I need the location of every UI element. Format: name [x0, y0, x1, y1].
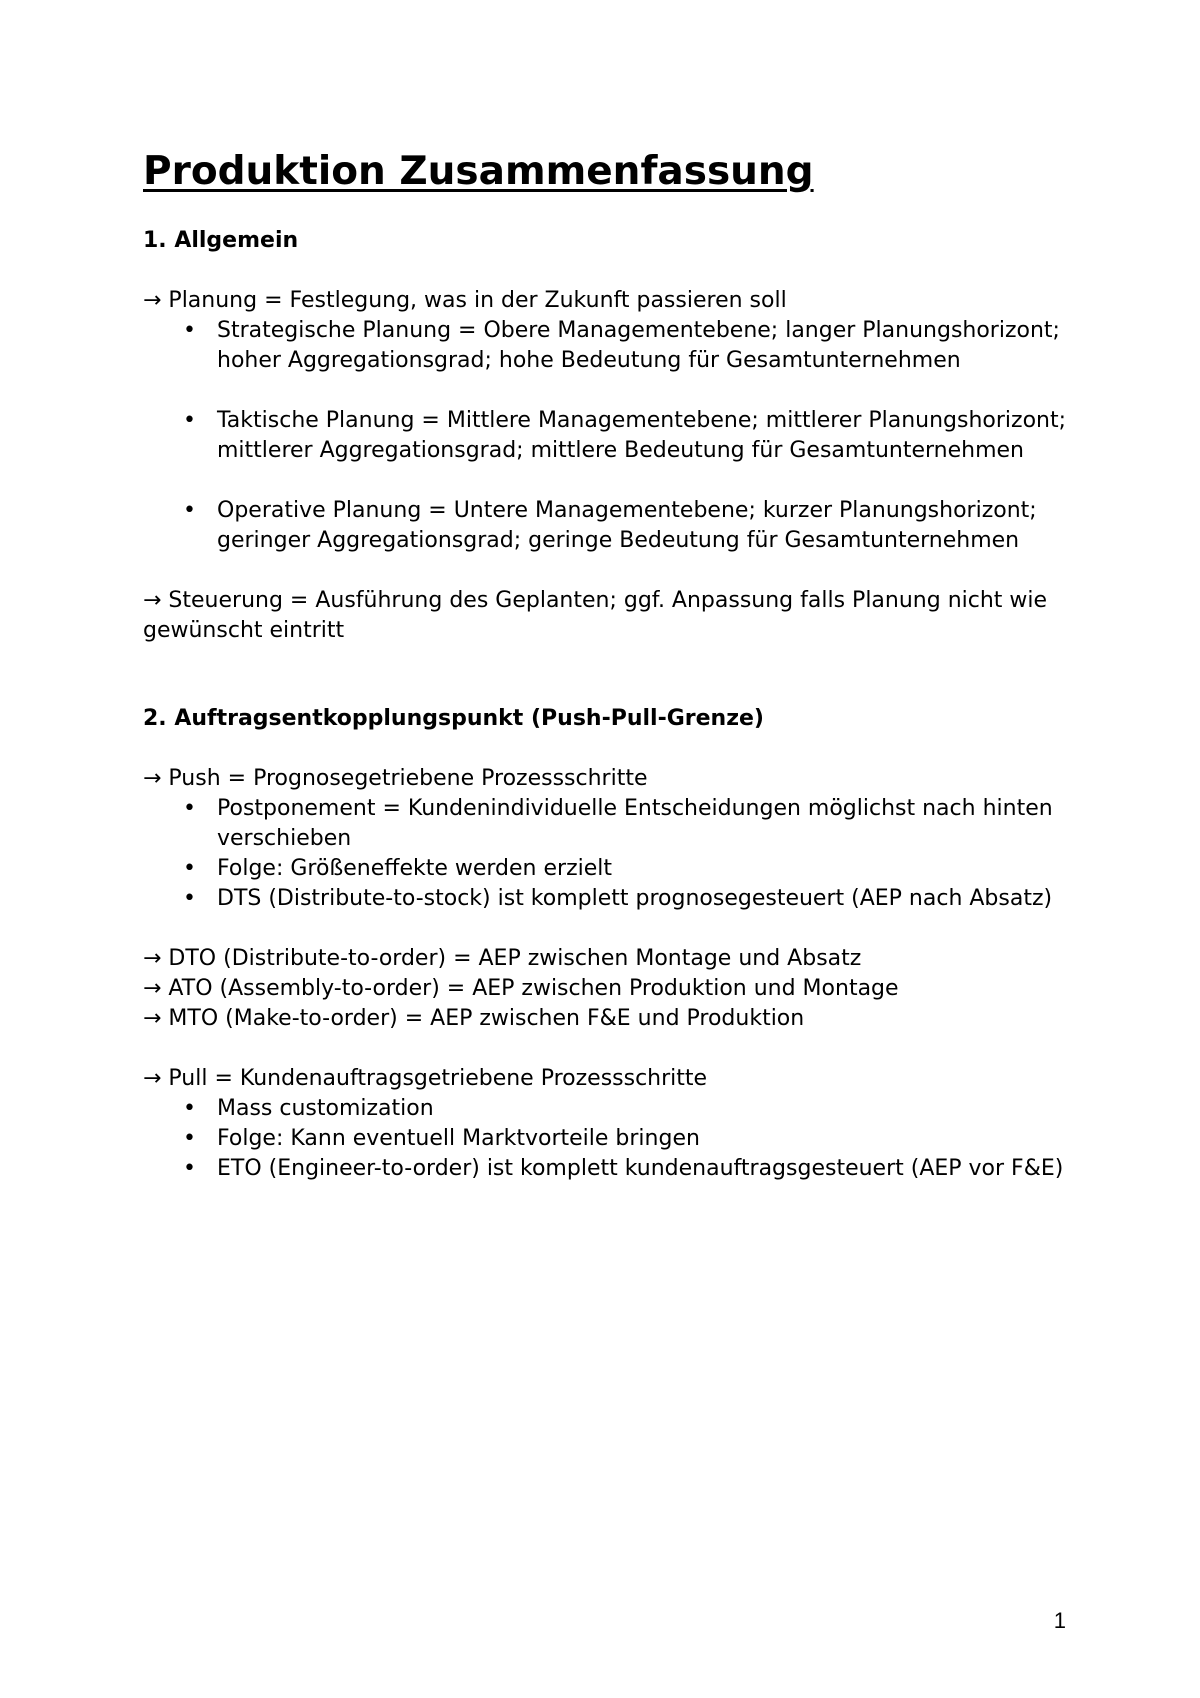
page-title: Produktion Zusammenfassung — [143, 149, 814, 194]
push-line: → Push = Prognosegetriebene Prozessschritte — [143, 766, 648, 791]
list-item: • Folge: Größeneffekte werden erzielt — [143, 854, 1083, 884]
push-list — [143, 794, 1083, 914]
list-item: • Operative Planung = Untere Managementebene; kurzer Planungshorizont; geringer Aggregationsgrad; geringe Bedeutung für Gesamtunternehmen — [143, 496, 1083, 556]
list-item: • Folge: Kann eventuell Marktvorteile bringen — [143, 1124, 1083, 1154]
list-item: • Mass customization — [143, 1094, 1083, 1124]
list-item: • Strategische Planung = Obere Managementebene; langer Planungshorizont; hoher Aggregationsgrad; hohe Bedeutung für Gesamtunternehmen — [143, 316, 1083, 376]
ato-line: → ATO (Assembly-to-order) = AEP zwischen Produktion und Montage — [143, 976, 899, 1001]
mto-line: → MTO (Make-to-order) = AEP zwischen F&E und Produktion — [143, 1006, 805, 1031]
steuerung-line: → Steuerung = Ausführung des Geplanten; ggf. Anpassung falls Planung nicht wie gewünscht eintritt — [143, 588, 1048, 643]
list-item: • DTS (Distribute-to-stock) ist komplett prognosegesteuert (AEP nach Absatz) — [143, 884, 1083, 914]
planning-levels-list — [143, 316, 1083, 376]
page-content — [143, 226, 1083, 1184]
list-item: • ETO (Engineer-to-order) ist komplett kundenauftragsgesteuert (AEP vor F&E) — [143, 1154, 1083, 1184]
section-heading-allgemein: 1. Allgemein — [143, 228, 299, 253]
page-number: 1 — [1053, 1608, 1066, 1633]
planung-line: → Planung = Festlegung, was in der Zukunft passieren soll — [143, 288, 787, 313]
planning-levels-list — [143, 496, 1083, 556]
pull-line: → Pull = Kundenauftragsgetriebene Prozessschritte — [143, 1066, 708, 1091]
planning-levels-list — [143, 406, 1083, 466]
pull-list — [143, 1094, 1083, 1184]
list-item: • Taktische Planung = Mittlere Managementebene; mittlerer Planungshorizont; mittlerer Aggregationsgrad; mittlere Bedeutung für Gesamtunternehmen — [143, 406, 1083, 466]
dto-line: → DTO (Distribute-to-order) = AEP zwischen Montage und Absatz — [143, 946, 862, 971]
list-item: • Postponement = Kundenindividuelle Entscheidungen möglichst nach hinten verschieben — [143, 794, 1083, 854]
section-heading-aep: 2. Auftragsentkopplungspunkt (Push-Pull-Grenze) — [143, 706, 764, 731]
